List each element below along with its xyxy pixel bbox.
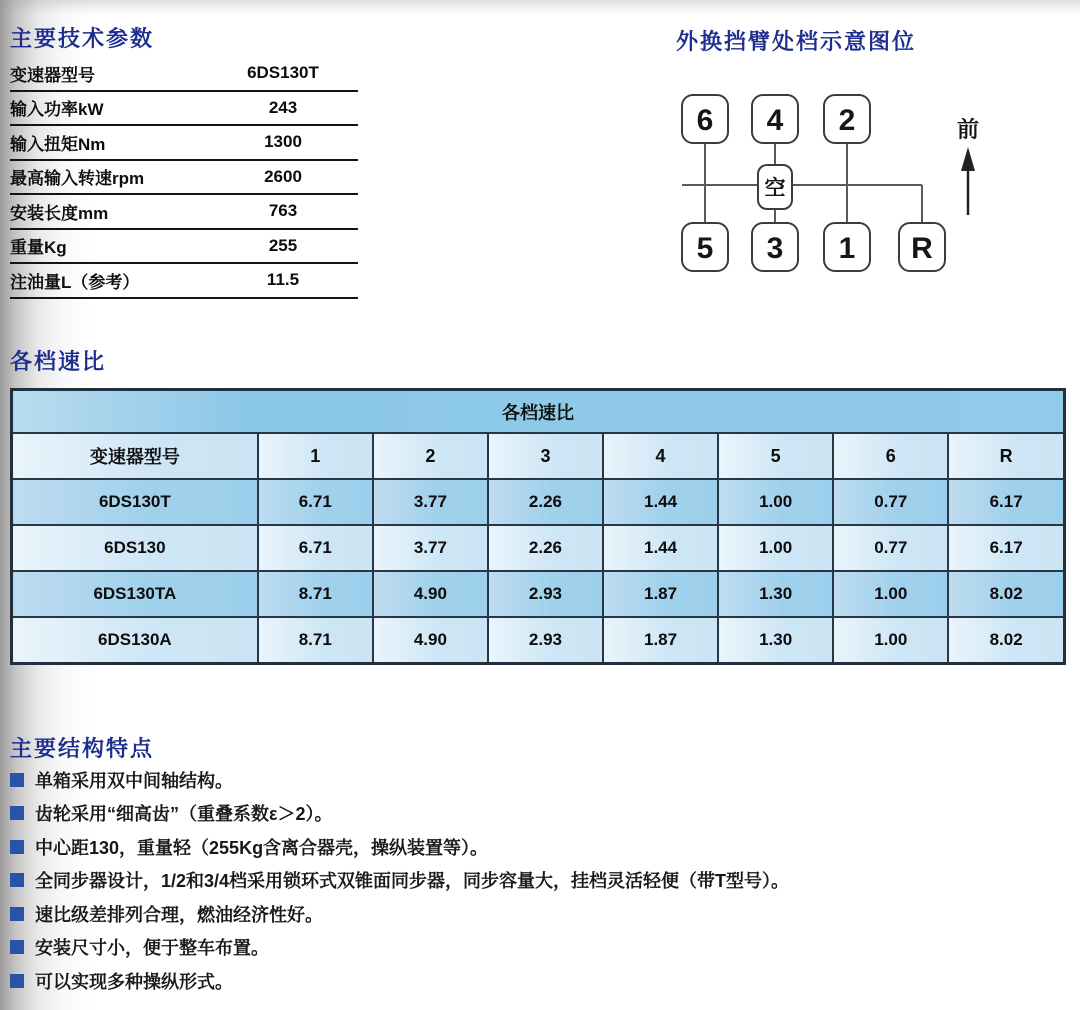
ratio-cell: 6.71 (258, 525, 373, 571)
spec-label: 最高输入转速rpm (10, 169, 145, 189)
feature-text: 齿轮采用“细高齿”（重叠系数ε＞2）。 (35, 804, 333, 825)
ratio-header-row (12, 433, 1065, 479)
gear-label-4: 4 (766, 104, 784, 137)
table-row (12, 571, 1065, 617)
spec-value: 2600 (264, 166, 302, 186)
spec-value: 763 (268, 201, 298, 221)
ratio-cell: 2.26 (488, 525, 603, 571)
front-label: 前 (956, 117, 980, 142)
ratio-cell: 1.00 (833, 571, 948, 617)
spec-row (10, 126, 358, 161)
spec-row (10, 92, 358, 127)
ratio-cell: 3.77 (373, 479, 488, 525)
column-header: 4 (603, 433, 718, 479)
ratio-table (10, 388, 1066, 665)
spec-label: 注油量L（参考） (10, 272, 140, 292)
spec-row (10, 57, 358, 92)
spec-value: 11.5 (266, 270, 300, 290)
column-header: 1 (258, 433, 373, 479)
ratio-cell: 6.17 (948, 525, 1064, 571)
ratio-cell: 6.71 (258, 479, 373, 525)
ratio-cell: 2.26 (488, 479, 603, 525)
ratio-table-title: 各档速比 (12, 390, 1065, 434)
feature-text: 速比级差排列合理，燃油经济性好。 (35, 904, 323, 925)
ratio-cell: 1.30 (718, 571, 833, 617)
spec-row (10, 230, 358, 265)
bullet-square-icon (10, 806, 24, 820)
ratio-cell: 1.00 (718, 525, 833, 571)
table-row (12, 617, 1065, 664)
ratio-cell: 0.77 (833, 479, 948, 525)
shift-section-title: 外换挡臂处档示意图位 (676, 29, 917, 54)
model-cell: 6DS130A (12, 617, 258, 664)
feature-text: 安装尺寸小，便于整车布置。 (35, 938, 269, 959)
spec-label: 安装长度mm (10, 203, 109, 223)
model-cell: 6DS130 (12, 525, 258, 571)
spec-section-title: 主要技术参数 (10, 26, 155, 51)
bullet-square-icon (10, 907, 24, 921)
ratio-cell: 8.71 (258, 617, 373, 664)
spec-value: 1300 (264, 132, 302, 152)
ratio-cell: 0.77 (833, 525, 948, 571)
column-header: 6 (833, 433, 948, 479)
bullet-square-icon (10, 974, 24, 988)
spec-value: 6DS130T (247, 63, 319, 83)
bullet-square-icon (10, 940, 24, 954)
ratio-cell: 3.77 (373, 525, 488, 571)
spec-table (10, 57, 358, 299)
spec-label: 重量Kg (10, 238, 67, 258)
feature-text: 可以实现多种操纵形式。 (35, 971, 233, 992)
ratio-cell: 2.93 (488, 617, 603, 664)
gear-label-2: 2 (838, 104, 856, 137)
bullet-square-icon (10, 773, 24, 787)
column-header: 变速器型号 (12, 433, 258, 479)
feature-text: 全同步器设计，1/2和3/4档采用锁环式双锥面同步器，同步容量大，挂档灵活轻便（带T型号）。 (35, 871, 790, 892)
list-item (10, 897, 1060, 931)
ratio-cell: 1.44 (603, 479, 718, 525)
gear-label-1: 1 (838, 232, 856, 265)
features-section-title: 主要结构特点 (10, 736, 155, 761)
ratio-section-title: 各档速比 (10, 349, 107, 374)
spec-row (10, 161, 358, 196)
neutral-label: 空 (764, 177, 786, 200)
model-cell: 6DS130TA (12, 571, 258, 617)
ratio-cell: 4.90 (373, 571, 488, 617)
table-row (12, 525, 1065, 571)
spec-row (10, 195, 358, 230)
spec-value: 243 (268, 97, 298, 117)
list-item (10, 797, 1060, 831)
features-list (10, 763, 1060, 998)
ratio-cell: 1.30 (718, 617, 833, 664)
feature-text: 单箱采用双中间轴结构。 (35, 770, 233, 791)
list-item (10, 830, 1060, 864)
ratio-cell: 8.02 (948, 617, 1064, 664)
model-cell: 6DS130T (12, 479, 258, 525)
ratio-cell: 8.71 (258, 571, 373, 617)
ratio-cell: 1.00 (718, 479, 833, 525)
ratio-cell: 1.87 (603, 571, 718, 617)
column-header: 5 (718, 433, 833, 479)
spec-label: 输入扭矩Nm (10, 134, 106, 154)
ratio-cell: 6.17 (948, 479, 1064, 525)
column-header: R (948, 433, 1064, 479)
column-header: 2 (373, 433, 488, 479)
shift-lines (682, 143, 922, 223)
gear-label-6: 6 (696, 104, 714, 137)
list-item (10, 864, 1060, 898)
table-row (12, 479, 1065, 525)
shift-pattern-diagram (655, 85, 1015, 290)
gear-label-5: 5 (696, 232, 714, 265)
spec-value: 255 (268, 235, 298, 255)
bullet-square-icon (10, 840, 24, 854)
ratio-cell: 1.87 (603, 617, 718, 664)
ratio-cell: 8.02 (948, 571, 1064, 617)
gear-label-3: 3 (766, 232, 784, 265)
bullet-square-icon (10, 873, 24, 887)
front-arrow-icon (961, 147, 975, 215)
list-item (10, 931, 1060, 965)
spec-label: 变速器型号 (10, 65, 95, 85)
spec-row (10, 264, 358, 299)
column-header: 3 (488, 433, 603, 479)
feature-text: 中心距130，重量轻（255Kg含离合器壳，操纵装置等）。 (35, 837, 489, 858)
ratio-cell: 2.93 (488, 571, 603, 617)
ratio-cell: 1.00 (833, 617, 948, 664)
spec-label: 输入功率kW (10, 100, 104, 120)
list-item (10, 763, 1060, 797)
ratio-cell: 1.44 (603, 525, 718, 571)
ratio-cell: 4.90 (373, 617, 488, 664)
gear-label-R: R (911, 232, 933, 265)
list-item (10, 964, 1060, 998)
